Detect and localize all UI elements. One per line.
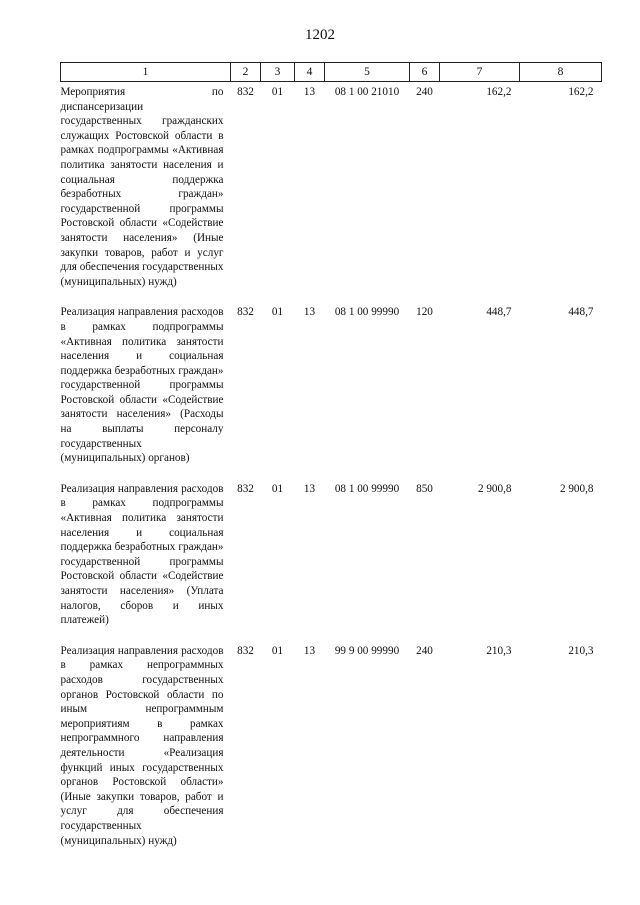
table-header-row — [61, 63, 602, 82]
row-description — [61, 479, 231, 641]
cell-subsection: 13 — [303, 86, 316, 98]
description-text: Реализация направления расходов в рамках подпрограммы «Активная политика занятости населения и социальная поддержка безработных граждан» государственной программы Ростовской области «Содействие занятости населения» (Уплата налогов, сборов и иных платежей) — [60, 482, 224, 627]
cell-subsection: 13 — [303, 644, 316, 657]
header-col-4: 4 — [295, 63, 325, 82]
cell-section: 01 — [271, 86, 284, 98]
cell-expense-type: 120 — [416, 306, 433, 319]
cell-section: 01 — [271, 482, 284, 495]
header-col-7: 7 — [440, 63, 520, 82]
cell-target-article: 08 1 00 99990 — [334, 306, 400, 319]
cell-expense-type: 240 — [416, 86, 433, 98]
header-col-8: 8 — [520, 63, 602, 82]
cell-amount-2: 162,2 — [568, 86, 594, 98]
header-col-5: 5 — [325, 63, 410, 82]
cell-ministry: 832 — [237, 644, 254, 657]
cell-amount-1: 162,2 — [486, 86, 512, 98]
cell-amount-1: 448,7 — [486, 306, 512, 319]
cell-target-article: 08 1 00 99990 — [334, 482, 400, 495]
header-col-3: 3 — [261, 63, 295, 82]
cell-subsection: 13 — [303, 482, 316, 495]
row-description — [61, 82, 231, 303]
cell-expense-type: 240 — [416, 644, 433, 657]
cell-ministry: 832 — [237, 86, 254, 98]
table-row — [61, 302, 602, 479]
cell-amount-2: 448,7 — [568, 306, 594, 319]
cell-amount-2: 2 900,8 — [559, 482, 594, 495]
header-col-2: 2 — [231, 63, 261, 82]
budget-table — [60, 62, 602, 861]
row-description — [61, 641, 231, 861]
cell-subsection: 13 — [303, 306, 316, 319]
header-col-6: 6 — [410, 63, 440, 82]
table-row — [61, 479, 602, 641]
cell-section: 01 — [271, 644, 284, 657]
cell-section: 01 — [271, 306, 284, 319]
table-row — [61, 82, 602, 303]
cell-amount-1: 210,3 — [486, 644, 512, 657]
cell-amount-2: 210,3 — [568, 644, 594, 657]
row-description — [61, 302, 231, 479]
cell-ministry: 832 — [237, 306, 254, 319]
cell-ministry: 832 — [237, 482, 254, 495]
description-text: Реализация направления расходов в рамках подпрограммы «Активная политика занятости населения и социальная поддержка безработных граждан» государственной программы Ростовской области «Содействие занятости населения» (Расходы на выплаты персоналу государственных (муниципальных) органов) — [60, 306, 224, 465]
cell-amount-1: 2 900,8 — [477, 482, 512, 495]
table-row — [61, 641, 602, 861]
page-number: 1202 — [305, 27, 335, 43]
description-text: Реализация направления расходов в рамках непрограммных расходов государственных органов Ростовской области по иным непрограммным мероприятиям в рамках непрограммного направления деятельности «Реализация функций иных государственных органов Ростовской области» (Иные закупки товаров, работ и услуг для обеспечения государственных (муниципальных) нужд) — [60, 644, 224, 847]
header-col-1: 1 — [61, 63, 231, 82]
cell-target-article: 08 1 00 21010 — [334, 86, 400, 98]
description-text: Мероприятия по диспансеризации государственных гражданских служащих Ростовской области в рамках подпрограммы «Активная политика занятости населения и социальная поддержка безработных граждан» государственной программы Ростовской области «Содействие занятости населения» (Иные закупки товаров, работ и услуг для обеспечения государственных (муниципальных) нужд) — [60, 86, 224, 288]
cell-expense-type: 850 — [416, 482, 433, 495]
cell-target-article: 99 9 00 99990 — [334, 644, 400, 657]
